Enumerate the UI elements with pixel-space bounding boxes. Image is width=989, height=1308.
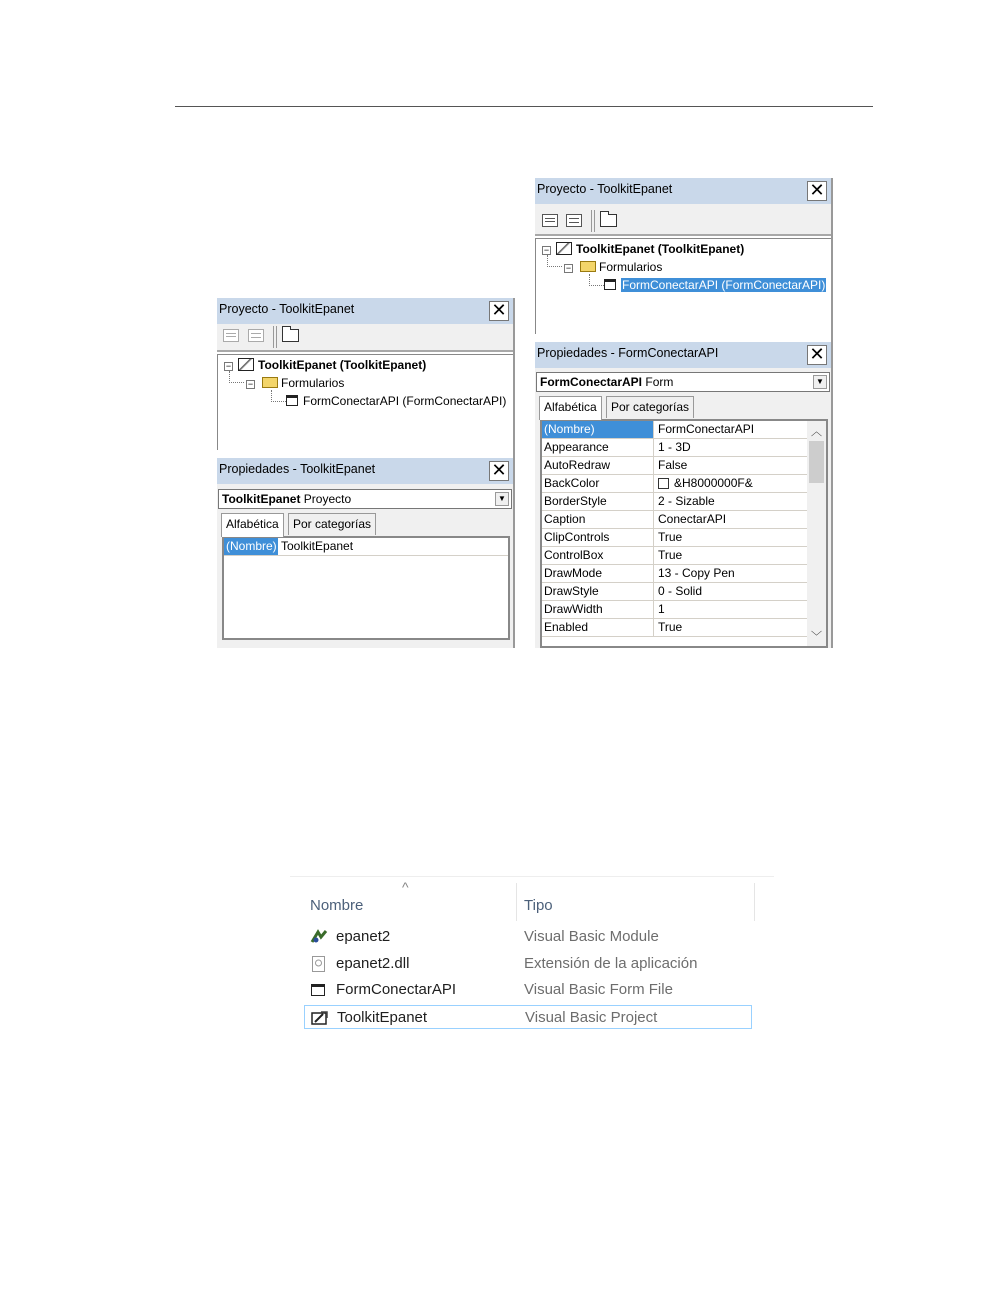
- project-title: Proyecto - ToolkitEpanet: [219, 302, 355, 316]
- color-swatch-icon: [658, 478, 669, 489]
- tab-categories[interactable]: Por categorías: [606, 396, 694, 418]
- tree-line: [547, 255, 562, 267]
- properties-body: [535, 368, 831, 648]
- column-header-name[interactable]: Nombre: [310, 897, 364, 914]
- property-name: BackColor: [542, 475, 654, 492]
- sort-ascending-icon: ^: [402, 879, 409, 895]
- view-code-icon[interactable]: [542, 214, 558, 227]
- project-toolbar: [535, 204, 831, 236]
- properties-grid: [222, 536, 510, 640]
- file-row[interactable]: FormConectarAPI Visual Basic Form File: [304, 978, 752, 1002]
- property-row[interactable]: [542, 547, 807, 565]
- small-ide-panel: [217, 298, 515, 648]
- property-value[interactable]: ConectarAPI: [658, 512, 727, 526]
- property-row[interactable]: [542, 475, 807, 493]
- chevron-down-icon[interactable]: ▼: [495, 492, 509, 506]
- properties-grid: [540, 419, 828, 648]
- property-value[interactable]: 1: [658, 602, 665, 616]
- close-icon[interactable]: ✕: [807, 345, 827, 365]
- tab-alphabetic[interactable]: Alfabética: [221, 513, 284, 537]
- property-value[interactable]: False: [658, 458, 688, 472]
- vb-module-icon: [310, 929, 328, 945]
- view-code-icon[interactable]: [223, 329, 239, 342]
- scroll-up-icon[interactable]: ︿: [811, 426, 822, 438]
- property-row[interactable]: [542, 439, 807, 457]
- file-row[interactable]: ToolkitEpanet Visual Basic Project: [304, 1005, 752, 1029]
- properties-scrollbar[interactable]: [807, 421, 826, 646]
- toolbar-separator: [273, 326, 274, 348]
- property-value[interactable]: ToolkitEpanet: [281, 539, 354, 553]
- project-tree: [535, 238, 831, 334]
- column-separator[interactable]: [754, 883, 755, 921]
- properties-title: Propiedades - FormConectarAPI: [537, 346, 719, 360]
- property-name: ControlBox: [542, 547, 654, 564]
- scroll-down-icon[interactable]: ﹀: [811, 631, 822, 643]
- view-object-icon[interactable]: [248, 329, 264, 342]
- property-name: (Nombre): [226, 539, 277, 553]
- property-value[interactable]: True: [658, 548, 683, 562]
- tab-alphabetic[interactable]: Alfabética: [539, 396, 602, 420]
- project-title: Proyecto - ToolkitEpanet: [537, 182, 673, 196]
- toggle-folders-icon[interactable]: [282, 329, 299, 342]
- property-name: DrawWidth: [542, 601, 654, 618]
- tree-line: [589, 274, 604, 286]
- property-name: (Nombre): [542, 421, 654, 438]
- collapse-icon[interactable]: −: [247, 379, 254, 389]
- tree-item-project[interactable]: ToolkitEpanet (ToolkitEpanet): [238, 358, 426, 372]
- property-row[interactable]: [542, 619, 807, 637]
- vb-form-icon: [604, 279, 616, 290]
- property-row[interactable]: [224, 538, 508, 556]
- dll-icon: [312, 956, 325, 972]
- property-value[interactable]: 0 - Solid: [658, 584, 703, 598]
- view-object-icon[interactable]: [566, 214, 582, 227]
- file-row[interactable]: epanet2.dll Extensión de la aplicación: [304, 952, 752, 976]
- property-value[interactable]: 13 - Copy Pen: [658, 566, 735, 580]
- file-list: [290, 876, 774, 1037]
- tree-line: [229, 371, 244, 383]
- project-titlebar: [535, 178, 831, 204]
- toolbar-separator: [276, 326, 277, 348]
- collapse-icon[interactable]: −: [543, 245, 550, 255]
- property-row[interactable]: [542, 583, 807, 601]
- properties-titlebar: [217, 458, 513, 484]
- property-name: DrawMode: [542, 565, 654, 582]
- property-name: ClipControls: [542, 529, 654, 546]
- properties-tabs: [217, 513, 513, 537]
- folder-icon: [262, 377, 278, 388]
- properties-body: [217, 484, 513, 648]
- property-name: AutoRedraw: [542, 457, 654, 474]
- vb-project-icon: [238, 358, 254, 371]
- property-name: BorderStyle: [542, 493, 654, 510]
- page-rule: [175, 106, 873, 107]
- vb-form-icon: [311, 984, 325, 996]
- tree-item-form[interactable]: FormConectarAPI (FormConectarAPI): [286, 394, 506, 408]
- tree-line: [271, 390, 286, 402]
- property-value[interactable]: True: [658, 620, 683, 634]
- large-ide-panel: [535, 178, 833, 648]
- property-row[interactable]: [542, 529, 807, 547]
- property-value[interactable]: 1 - 3D: [658, 440, 691, 454]
- property-row[interactable]: [542, 511, 807, 529]
- object-selector[interactable]: FormConectarAPI Form ▼: [536, 372, 830, 392]
- vb-form-icon: [286, 395, 298, 406]
- object-selector[interactable]: ToolkitEpanet Proyecto ▼: [218, 489, 512, 509]
- property-value[interactable]: &H8000000F&: [656, 475, 755, 492]
- toggle-folders-icon[interactable]: [600, 214, 617, 227]
- collapse-icon[interactable]: −: [565, 263, 572, 273]
- toolbar-separator: [594, 210, 595, 232]
- property-row[interactable]: [542, 493, 807, 511]
- vb-project-icon: [311, 1010, 329, 1026]
- property-name: Caption: [542, 511, 654, 528]
- property-value[interactable]: True: [658, 530, 683, 544]
- tree-item-form[interactable]: FormConectarAPI (FormConectarAPI): [604, 278, 826, 292]
- collapse-icon[interactable]: −: [225, 361, 232, 371]
- column-separator[interactable]: [516, 883, 517, 921]
- property-row[interactable]: [542, 565, 807, 583]
- project-toolbar: [217, 324, 513, 352]
- close-icon[interactable]: ✕: [807, 181, 827, 201]
- chevron-down-icon[interactable]: ▼: [813, 375, 827, 389]
- project-titlebar: [217, 298, 513, 324]
- tab-categories[interactable]: Por categorías: [288, 513, 376, 535]
- property-value[interactable]: FormConectarAPI: [658, 422, 755, 436]
- toolbar-separator: [591, 210, 592, 232]
- property-row[interactable]: [542, 421, 807, 439]
- folder-icon: [580, 261, 596, 272]
- property-name: DrawStyle: [542, 583, 654, 600]
- property-row[interactable]: [542, 601, 807, 619]
- properties-titlebar: [535, 342, 831, 368]
- close-icon[interactable]: ✕: [489, 461, 509, 481]
- column-header-type[interactable]: Tipo: [524, 897, 553, 914]
- project-tree: [217, 354, 513, 450]
- property-name: Enabled: [542, 619, 654, 636]
- tree-item-forms-folder[interactable]: Formularios: [262, 376, 344, 390]
- property-value[interactable]: 2 - Sizable: [658, 494, 715, 508]
- properties-tabs: [535, 396, 831, 420]
- vb-project-icon: [556, 242, 572, 255]
- property-row[interactable]: [542, 457, 807, 475]
- file-row[interactable]: epanet2 Visual Basic Module: [304, 925, 752, 949]
- properties-title: Propiedades - ToolkitEpanet: [219, 462, 376, 476]
- property-name: Appearance: [542, 439, 654, 456]
- tree-item-forms-folder[interactable]: Formularios: [580, 260, 662, 274]
- tree-item-project[interactable]: ToolkitEpanet (ToolkitEpanet): [556, 242, 744, 256]
- scroll-thumb[interactable]: [809, 441, 824, 483]
- close-icon[interactable]: ✕: [489, 301, 509, 321]
